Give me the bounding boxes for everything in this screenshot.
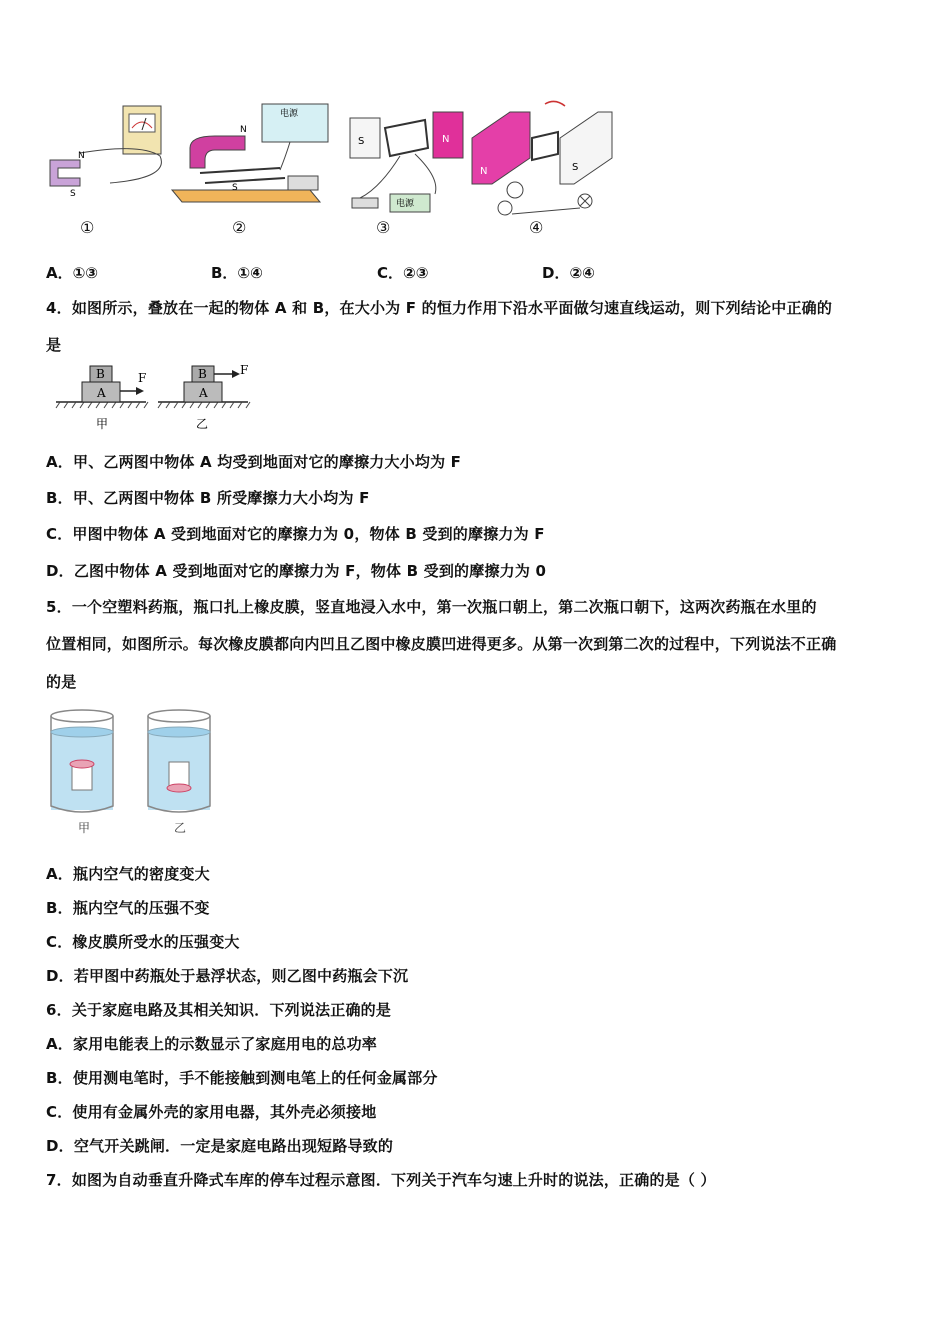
q3-option-d[interactable]: D．②④ <box>542 264 595 282</box>
q4-caption-yi: 乙 <box>196 417 209 431</box>
q5-figure <box>48 706 218 836</box>
q6-option-b[interactable]: B．使用测电笔时，手不能接触到测电笔上的任何金属部分 <box>46 1069 438 1087</box>
q5-stem-line1: 5．一个空塑料药瓶，瓶口扎上橡皮膜，竖直地浸入水中，第一次瓶口朝上，第二次瓶口朝下，这两次药瓶在水里的 <box>46 598 817 616</box>
q3-fig4-N: N <box>480 166 488 177</box>
q4-jia-force: F <box>138 371 147 385</box>
q4-option-b[interactable]: B．甲、乙两图中物体 B 所受摩擦力大小均为 F <box>46 489 370 507</box>
q3-fig4-generator-setup <box>472 101 612 215</box>
q5-option-b[interactable]: B．瓶内空气的压强不变 <box>46 899 210 917</box>
q4-jia-block-b: B <box>96 367 105 381</box>
q3-figures <box>40 98 630 223</box>
q6-option-d[interactable]: D．空气开关跳闸．一定是家庭电路出现短路导致的 <box>46 1137 394 1155</box>
q4-yi-force: F <box>240 363 249 377</box>
q3-fig4-S: S <box>572 162 579 173</box>
q3-fig2-rail-setup <box>172 104 328 202</box>
q3-fig2-N: N <box>240 125 247 135</box>
q4-caption-jia: 甲 <box>96 417 109 431</box>
q4-jia-block-a: A <box>97 386 106 400</box>
q6-option-a[interactable]: A．家用电能表上的示数显示了家庭用电的总功率 <box>46 1035 378 1053</box>
q5-option-c[interactable]: C．橡皮膜所受水的压强变大 <box>46 933 240 951</box>
q4-option-a[interactable]: A．甲、乙两图中物体 A 均受到地面对它的摩擦力大小均为 F <box>46 453 462 471</box>
q3-option-b[interactable]: B．①④ <box>211 264 263 282</box>
q3-fig2-S: S <box>232 183 238 193</box>
q5-caption-yi: 乙 <box>174 821 187 835</box>
q3-fig4-label: ④ <box>529 218 544 237</box>
q3-fig3-label: ③ <box>376 218 391 237</box>
q5-option-d[interactable]: D．若甲图中药瓶处于悬浮状态，则乙图中药瓶会下沉 <box>46 967 409 985</box>
q3-fig1-S: S <box>70 189 76 199</box>
q3-option-c[interactable]: C．②③ <box>377 264 429 282</box>
q3-fig3-power-label: 电源 <box>396 199 415 209</box>
q3-fig1-N: N <box>78 151 85 161</box>
q4-yi-block-b: B <box>198 367 207 381</box>
q4-yi-block-a: A <box>199 386 208 400</box>
q3-fig1-label: ① <box>80 218 95 237</box>
q5-option-a[interactable]: A．瓶内空气的密度变大 <box>46 865 210 883</box>
q3-fig2-power-label: 电源 <box>280 109 299 119</box>
q5-caption-jia: 甲 <box>78 821 91 835</box>
q7-stem: 7．如图为自动垂直升降式车库的停车过程示意图．下列关于汽车匀速上升时的说法，正确的是（ ） <box>46 1171 716 1189</box>
q3-fig2-label: ② <box>232 218 247 237</box>
q4-option-c[interactable]: C．甲图中物体 A 受到地面对它的摩擦力为 0，物体 B 受到的摩擦力为 F <box>46 525 545 543</box>
q6-option-c[interactable]: C．使用有金属外壳的家用电器，其外壳必须接地 <box>46 1103 377 1121</box>
q4-option-d[interactable]: D．乙图中物体 A 受到地面对它的摩擦力为 F，物体 B 受到的摩擦力为 0 <box>46 562 547 580</box>
q4-stem-line2: 是 <box>46 336 62 354</box>
q5-stem-line2: 位置相同，如图所示。每次橡皮膜都向内凹且乙图中橡皮膜凹进得更多。从第一次到第二次的过程中，下列说法不正确 <box>46 635 837 653</box>
q5-stem-line3: 的是 <box>46 673 77 691</box>
q3-option-a[interactable]: A．①③ <box>46 264 99 282</box>
q6-stem: 6．关于家庭电路及其相关知识．下列说法正确的是 <box>46 1001 392 1019</box>
q4-stem-line1: 4．如图所示，叠放在一起的物体 A 和 B，在大小为 F 的恒力作用下沿水平面做匀速直线运动，则下列结论中正确的 <box>46 299 833 317</box>
q4-figure <box>54 360 254 432</box>
q3-fig3-S: S <box>358 136 365 147</box>
q3-fig3-N: N <box>442 134 450 145</box>
q3-fig1-galvanometer-setup <box>50 106 161 199</box>
q3-fig3-loop-setup <box>350 112 463 212</box>
